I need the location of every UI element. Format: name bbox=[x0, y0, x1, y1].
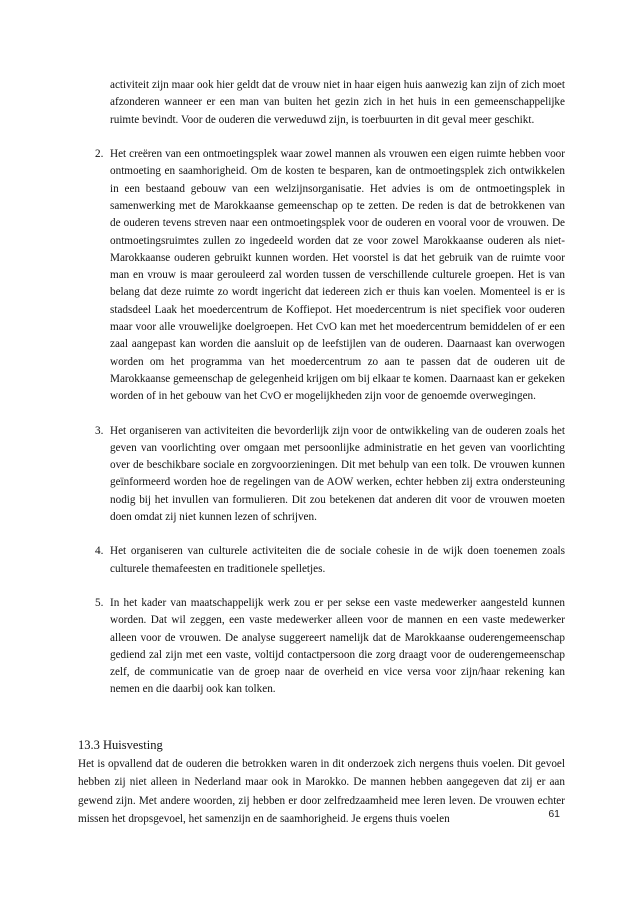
list-item-number: 2. bbox=[95, 148, 104, 161]
section-heading: 13.3 Huisvesting bbox=[78, 737, 163, 752]
list-item bbox=[78, 146, 565, 405]
list-item-number: 3. bbox=[95, 424, 104, 437]
continuation-paragraph: activiteit zijn maar ook hier geldt dat de vrouw niet in haar eigen huis aanwezig kan zijn of zich moet afzonderen wanneer er een man van buiten het gezin zich in het huis in een gemeenschappelijke ruimte bevindt. Voor de ouderen die verweduwd zijn, is toerbuurten in dit geval meer geschikt. bbox=[110, 79, 565, 126]
list-item bbox=[78, 423, 565, 527]
page-number: 61 bbox=[548, 808, 560, 820]
page-content bbox=[78, 66, 565, 829]
section-huisvesting bbox=[78, 736, 565, 829]
list-item-number: 4. bbox=[95, 545, 104, 558]
list-item-text: Het organiseren van culturele activiteiten die de sociale cohesie in de wijk doen toenemen zoals culturele themafeesten en traditionele spelletjes. bbox=[110, 545, 565, 575]
list-item-number: 5. bbox=[95, 596, 104, 609]
list-item-text: Het organiseren van activiteiten die bevorderlijk zijn voor de ontwikkeling van de ouderen zoals het geven van voorlichting over omgaan met persoonlijke administratie en het geven van voorlichting over de beschikbare sociale en zorgvoorzieningen. Dit met behulp van een tolk. De vrouwen kunnen geïnformeerd worden hoe de regelingen van de AOW werken, echter hebben zij extra ondersteuning nodig bij het invullen van formulieren. Dit zou betekenen dat anderen dit voor de vrouwen moeten doen omdat zij niet kunnen lezen of schrijven. bbox=[110, 424, 565, 524]
list-item bbox=[78, 595, 565, 699]
list-item bbox=[78, 543, 565, 578]
list-item-text: In het kader van maatschappelijk werk zou er per sekse een vaste medewerker aangesteld kunnen worden. Dat wil zeggen, een vaste medewerker alleen voor de mannen en een vaste medewerker alleen voor de vrouwen. De analyse suggereert namelijk dat de Marokkaanse ouderengemeenschap gediend zal zijn met een vaste, voltijd contactpersoon die zorg draagt voor de ouderengemeenschap zelf, de communicatie van de groep naar de overheid en vice versa voor zijn/haar rekening kan nemen en die daarbij ook kan tolken. bbox=[110, 596, 565, 696]
recommendations-list bbox=[78, 146, 565, 699]
section-body: Het is opvallend dat de ouderen die betrokken waren in dit onderzoek zich nergens thuis voelen. Dit gevoel hebben zij niet alleen in Nederland maar ook in Marokko. De mannen hebben aangegeven dat zij er aan gewend zijn. Met andere woorden, zij hebben er door zelfredzaamheid mee leren leven. De vrouwen echter missen het dropsgevoel, het samenzijn en de saamhorigheid. Je ergens thuis voelen bbox=[78, 757, 565, 826]
list-item-text: Het creëren van een ontmoetingsplek waar zowel mannen als vrouwen een eigen ruimte hebben voor ontmoeting en saamhorigheid. Om de kosten te besparen, kan de ontmoetingsplek zich ontwikkelen in een bestaand gebouw van een welzijnsorganisatie. Het advies is om de ontmoetingsplek in samenwerking met de Marokkaanse gemeenschap op te zetten. De reden is dat de betrokkenen van de ouderen tevens streven naar een ontmoetingsplek voor de ouderen en vooral voor de vrouwen. De ontmoetingsruimtes zullen zo ingedeeld worden dat ze voor zowel Marokkaanse ouderen als niet-Marokkaanse ouderen gebruikt kunnen worden. Het voorstel is dat het gebruik van de ruimte voor man en vrouw is maar gerouleerd zal worden tussen de verschillende culturele groepen. Het is van belang dat deze ruimte zo wordt ingericht dat iedereen zich er thuis kan voelen. Momenteel is er is stadsdeel Laak het moedercentrum de Koffiepot. Het moedercentrum is niet specifiek voor ouderen maar voor alle vrouwelijke doelgroepen. Het CvO kan met het moedercentrum bemiddelen of er een zaal aangepast kan worden die aansluit op de leefstijlen van de ouderen. Daarnaast kan overwogen worden om het programma van het moedercentrum zo aan te passen dat de ouderen uit de Marokkaanse gemeenschap de gelegenheid krijgen om bij elkaar te komen. Daarnaast kan er gekeken worden of in het gebouw van het CvO er mogelijkheden zijn voor de genoemde overwegingen. bbox=[110, 148, 565, 403]
